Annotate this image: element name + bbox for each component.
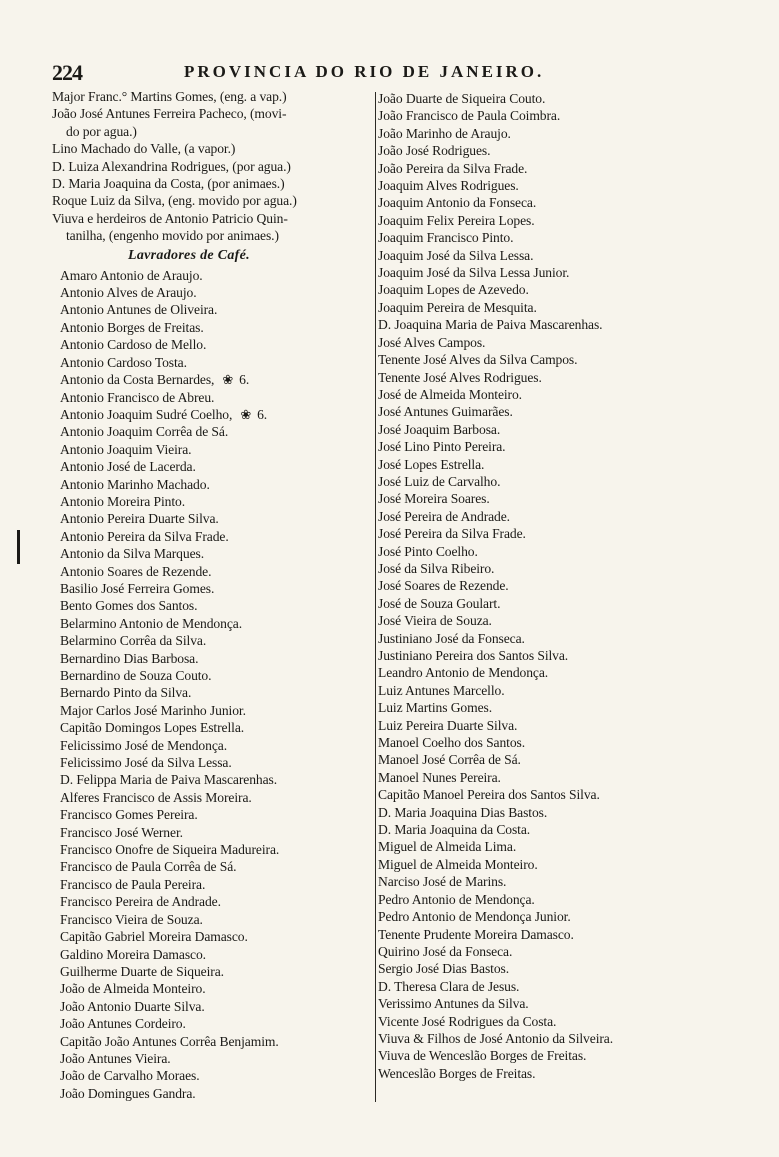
list-item: Narciso José de Marins. (378, 874, 507, 890)
list-item: José de Almeida Monteiro. (378, 386, 522, 402)
list-item (52, 806, 374, 823)
list-item: Capitão Manoel Pereira dos Santos Silva. (378, 787, 600, 803)
list-item-name: Antonio Marinho Machado. (60, 476, 210, 492)
list-item (52, 684, 374, 701)
right-column (378, 90, 720, 1082)
list-item-name: Felicissimo José de Mendonça. (60, 737, 227, 753)
list-item: Lino Machado do Valle, (a vapor.) (52, 141, 236, 157)
list-item-name: João de Carvalho Moraes. (60, 1068, 200, 1084)
list-item (52, 389, 374, 406)
list-item-name: Antonio Francisco de Abreu. (60, 389, 215, 405)
list-item (52, 737, 374, 754)
list-item: Joaquim Alves Rodrigues. (378, 178, 519, 194)
coffee-growers-list (52, 267, 374, 1103)
list-item: Pedro Antonio de Mendonça Junior. (378, 909, 571, 925)
list-item-note: 6. (257, 406, 268, 422)
list-item-name: Major Carlos José Marinho Junior. (60, 702, 246, 718)
list-item-name: Antonio Pereira Duarte Silva. (60, 511, 219, 527)
list-item: Justiniano José da Fonseca. (378, 630, 525, 646)
list-item (52, 667, 374, 684)
list-item: Verissimo Antunes da Silva. (378, 996, 529, 1012)
ornament-icon: ❀ (222, 372, 234, 388)
list-item: José Vieira de Souza. (378, 613, 492, 629)
list-item: Quirino José da Fonseca. (378, 943, 513, 959)
list-item (52, 754, 374, 771)
list-item-name: Antonio Cardoso Tosta. (60, 354, 187, 370)
list-item (52, 528, 374, 545)
list-item (52, 441, 374, 458)
list-item: João Francisco de Paula Coimbra. (378, 108, 561, 124)
list-item-name: Basilio José Ferreira Gomes. (60, 580, 215, 596)
list-item-name: Antonio Joaquim Sudré Coelho, (60, 406, 233, 422)
list-item: Tenente José Alves Rodrigues. (378, 369, 542, 385)
list-item: Joaquim Antonio da Fonseca. (378, 195, 537, 211)
list-item: Pedro Antonio de Mendonça. (378, 891, 535, 907)
list-item-name: Antonio da Costa Bernardes, (60, 372, 215, 388)
coffee-growers-list-continued (378, 90, 720, 1082)
page-number: 224 (52, 60, 82, 85)
list-item: D. Luiza Alexandrina Rodrigues, (por agua.) (52, 158, 291, 174)
list-item-name: Francisco José Werner. (60, 824, 183, 840)
list-item (52, 876, 374, 893)
page-header (52, 60, 572, 86)
list-item (52, 1033, 374, 1050)
list-item: Justiniano Pereira dos Santos Silva. (378, 648, 569, 663)
list-item: D. Maria Joaquina Dias Bastos. (378, 804, 548, 820)
list-item (52, 632, 374, 649)
list-item (52, 615, 374, 632)
list-item: José Pinto Coelho. (378, 543, 478, 559)
list-item (52, 928, 374, 945)
list-item (52, 458, 374, 475)
list-item (52, 563, 374, 580)
list-item-name: Capitão Domingos Lopes Estrella. (60, 720, 245, 736)
list-item: D. Theresa Clara de Jesus. (378, 978, 520, 994)
list-item (52, 1085, 374, 1102)
column-divider (375, 92, 376, 1102)
list-item: José de Souza Goulart. (378, 595, 501, 611)
list-item-name: Francisco de Paula Corrêa de Sá. (60, 859, 237, 875)
list-item-name: Amaro Antonio de Araujo. (60, 267, 203, 283)
list-item: D. Maria Joaquina da Costa. (378, 822, 531, 838)
list-item (52, 284, 374, 301)
list-item: João Duarte de Siqueira Couto. (378, 91, 546, 106)
list-item (52, 911, 374, 928)
list-item-name: Capitão Gabriel Moreira Damasco. (60, 929, 248, 945)
list-item: Luiz Antunes Marcello. (378, 682, 505, 698)
list-item: João José Antunes Ferreira Pacheco, (movi- (52, 106, 287, 122)
list-item (52, 824, 374, 841)
list-item: José Soares de Rezende. (378, 578, 509, 594)
list-item: José Pereira de Andrade. (378, 508, 510, 524)
list-item: Sergio José Dias Bastos. (378, 961, 510, 977)
list-item (52, 580, 374, 597)
list-item: Miguel de Almeida Monteiro. (378, 856, 538, 872)
list-item-name: Guilherme Duarte de Siqueira. (60, 963, 224, 979)
list-item (52, 963, 374, 980)
list-item-name: João de Almeida Monteiro. (60, 981, 206, 997)
list-item: João José Rodrigues. (378, 143, 491, 159)
list-item (52, 406, 374, 423)
list-item (52, 650, 374, 667)
list-item: João Marinho de Araujo. (378, 125, 511, 141)
list-item: Joaquim Felix Pereira Lopes. (378, 212, 535, 228)
list-item: Manoel Nunes Pereira. (378, 769, 501, 785)
list-item: José Lino Pinto Pereira. (378, 439, 506, 455)
list-item: José Lopes Estrella. (378, 456, 485, 472)
list-item (52, 476, 374, 493)
list-item-name: Antonio Alves de Araujo. (60, 285, 197, 301)
list-item-name: Antonio José de Lacerda. (60, 459, 196, 475)
list-item: Manoel José Corrêa de Sá. (378, 752, 521, 768)
list-item (52, 493, 374, 510)
list-item: do por agua.) (66, 123, 137, 139)
list-item: Joaquim Pereira de Mesquita. (378, 299, 537, 315)
list-item: José Pereira da Silva Frade. (378, 526, 526, 542)
list-item: José da Silva Ribeiro. (378, 560, 495, 576)
list-item: Viuva e herdeiros de Antonio Patricio Quin- (52, 210, 288, 226)
list-item (52, 267, 374, 284)
list-item: Viuva de Wenceslão Borges de Freitas. (378, 1048, 587, 1064)
list-item: Wenceslão Borges de Freitas. (378, 1065, 536, 1081)
list-item (52, 1067, 374, 1084)
list-item: Miguel de Almeida Lima. (378, 839, 517, 855)
list-item (52, 719, 374, 736)
list-item-name: Alferes Francisco de Assis Moreira. (60, 789, 252, 805)
list-item (52, 1015, 374, 1032)
list-item (52, 841, 374, 858)
list-item-name: Capitão João Antunes Corrêa Benjamim. (60, 1033, 279, 1049)
list-item-name: Antonio Cardoso de Mello. (60, 337, 207, 353)
list-item-name: Antonio Pereira da Silva Frade. (60, 528, 229, 544)
list-item: Tenente Prudente Moreira Damasco. (378, 926, 574, 942)
list-item-name: Francisco de Paula Pereira. (60, 876, 206, 892)
list-item: Vicente José Rodrigues da Costa. (378, 1013, 557, 1029)
list-item-name: Bento Gomes dos Santos. (60, 598, 198, 614)
list-item-name: Francisco Onofre de Siqueira Madureira. (60, 842, 280, 858)
list-item: Luiz Pereira Duarte Silva. (378, 717, 518, 733)
list-item-name: Bernardo Pinto da Silva. (60, 685, 192, 701)
list-item (52, 319, 374, 336)
list-item-name: Antonio Antunes de Oliveira. (60, 302, 218, 318)
running-title: PROVINCIA DO RIO DE JANEIRO. (184, 62, 545, 81)
list-item-name: Felicissimo José da Silva Lessa. (60, 755, 232, 771)
list-item-name: Francisco Gomes Pereira. (60, 807, 198, 823)
list-item (52, 858, 374, 875)
list-item (52, 597, 374, 614)
list-item: José Alves Campos. (378, 334, 486, 350)
list-item: José Moreira Soares. (378, 491, 490, 507)
list-item-name: João Domingues Gandra. (60, 1085, 196, 1101)
list-item-name: Francisco Pereira de Andrade. (60, 894, 221, 910)
list-item-name: Belarmino Corrêa da Silva. (60, 633, 207, 649)
list-item-name: João Antunes Vieira. (60, 1050, 171, 1066)
list-item (52, 545, 374, 562)
list-item (52, 771, 374, 788)
left-column (52, 88, 374, 1102)
list-item: Major Franc.° Martins Gomes, (eng. a vap.) (52, 89, 287, 104)
list-item-note: 6. (239, 372, 250, 388)
mill-owners-list (52, 88, 374, 245)
list-item: Joaquim José da Silva Lessa. (378, 247, 534, 263)
list-item (52, 301, 374, 318)
list-item: Viuva & Filhos de José Antonio da Silveira. (378, 1030, 614, 1046)
list-item: D. Maria Joaquina da Costa, (por animaes.) (52, 176, 285, 192)
list-item (52, 510, 374, 527)
list-item: D. Joaquina Maria de Paiva Mascarenhas. (378, 317, 603, 333)
list-item-name: Belarmino Antonio de Mendonça. (60, 615, 242, 631)
list-item: Joaquim José da Silva Lessa Junior. (378, 265, 570, 281)
ornament-icon: ❀ (240, 406, 252, 422)
list-item-name: Antonio da Silva Marques. (60, 546, 204, 562)
list-item (52, 702, 374, 719)
list-item: Luiz Martins Gomes. (378, 700, 493, 716)
list-item: Joaquim Francisco Pinto. (378, 230, 514, 246)
list-item (52, 354, 374, 371)
list-item: tanilha, (engenho movido por animaes.) (66, 228, 279, 244)
list-item-name: Antonio Moreira Pinto. (60, 493, 186, 509)
list-item-name: Antonio Joaquim Corrêa de Sá. (60, 424, 229, 440)
list-item-name: João Antunes Cordeiro. (60, 1016, 186, 1032)
section-heading: Lavradores de Café. (128, 247, 250, 263)
list-item: Leandro Antonio de Mendonça. (378, 665, 549, 681)
list-item (52, 893, 374, 910)
list-item-name: Antonio Borges de Freitas. (60, 319, 204, 335)
list-item (52, 423, 374, 440)
list-item: Manoel Coelho dos Santos. (378, 735, 526, 751)
list-item (52, 980, 374, 997)
list-item (52, 1050, 374, 1067)
list-item: Tenente José Alves da Silva Campos. (378, 352, 578, 368)
margin-mark (17, 530, 20, 564)
list-item (52, 946, 374, 963)
list-item: Joaquim Lopes de Azevedo. (378, 282, 529, 298)
list-item: Roque Luiz da Silva, (eng. movido por agua.) (52, 193, 297, 209)
list-item-name: Antonio Joaquim Vieira. (60, 441, 192, 457)
list-item: José Joaquim Barbosa. (378, 421, 501, 437)
list-item: José Luiz de Carvalho. (378, 473, 501, 489)
list-item (52, 336, 374, 353)
list-item: José Antunes Guimarães. (378, 404, 513, 420)
list-item-name: Francisco Vieira de Souza. (60, 911, 203, 927)
list-item (52, 998, 374, 1015)
list-item-name: Galdino Moreira Damasco. (60, 946, 206, 962)
list-item (52, 371, 374, 388)
list-item-name: Bernardino de Souza Couto. (60, 668, 212, 683)
list-item-name: Bernardino Dias Barbosa. (60, 650, 199, 666)
list-item-name: João Antonio Duarte Silva. (60, 998, 205, 1014)
list-item: João Pereira da Silva Frade. (378, 160, 528, 176)
list-item-name: Antonio Soares de Rezende. (60, 563, 212, 579)
list-item-name: D. Felippa Maria de Paiva Mascarenhas. (60, 772, 278, 788)
list-item (52, 789, 374, 806)
